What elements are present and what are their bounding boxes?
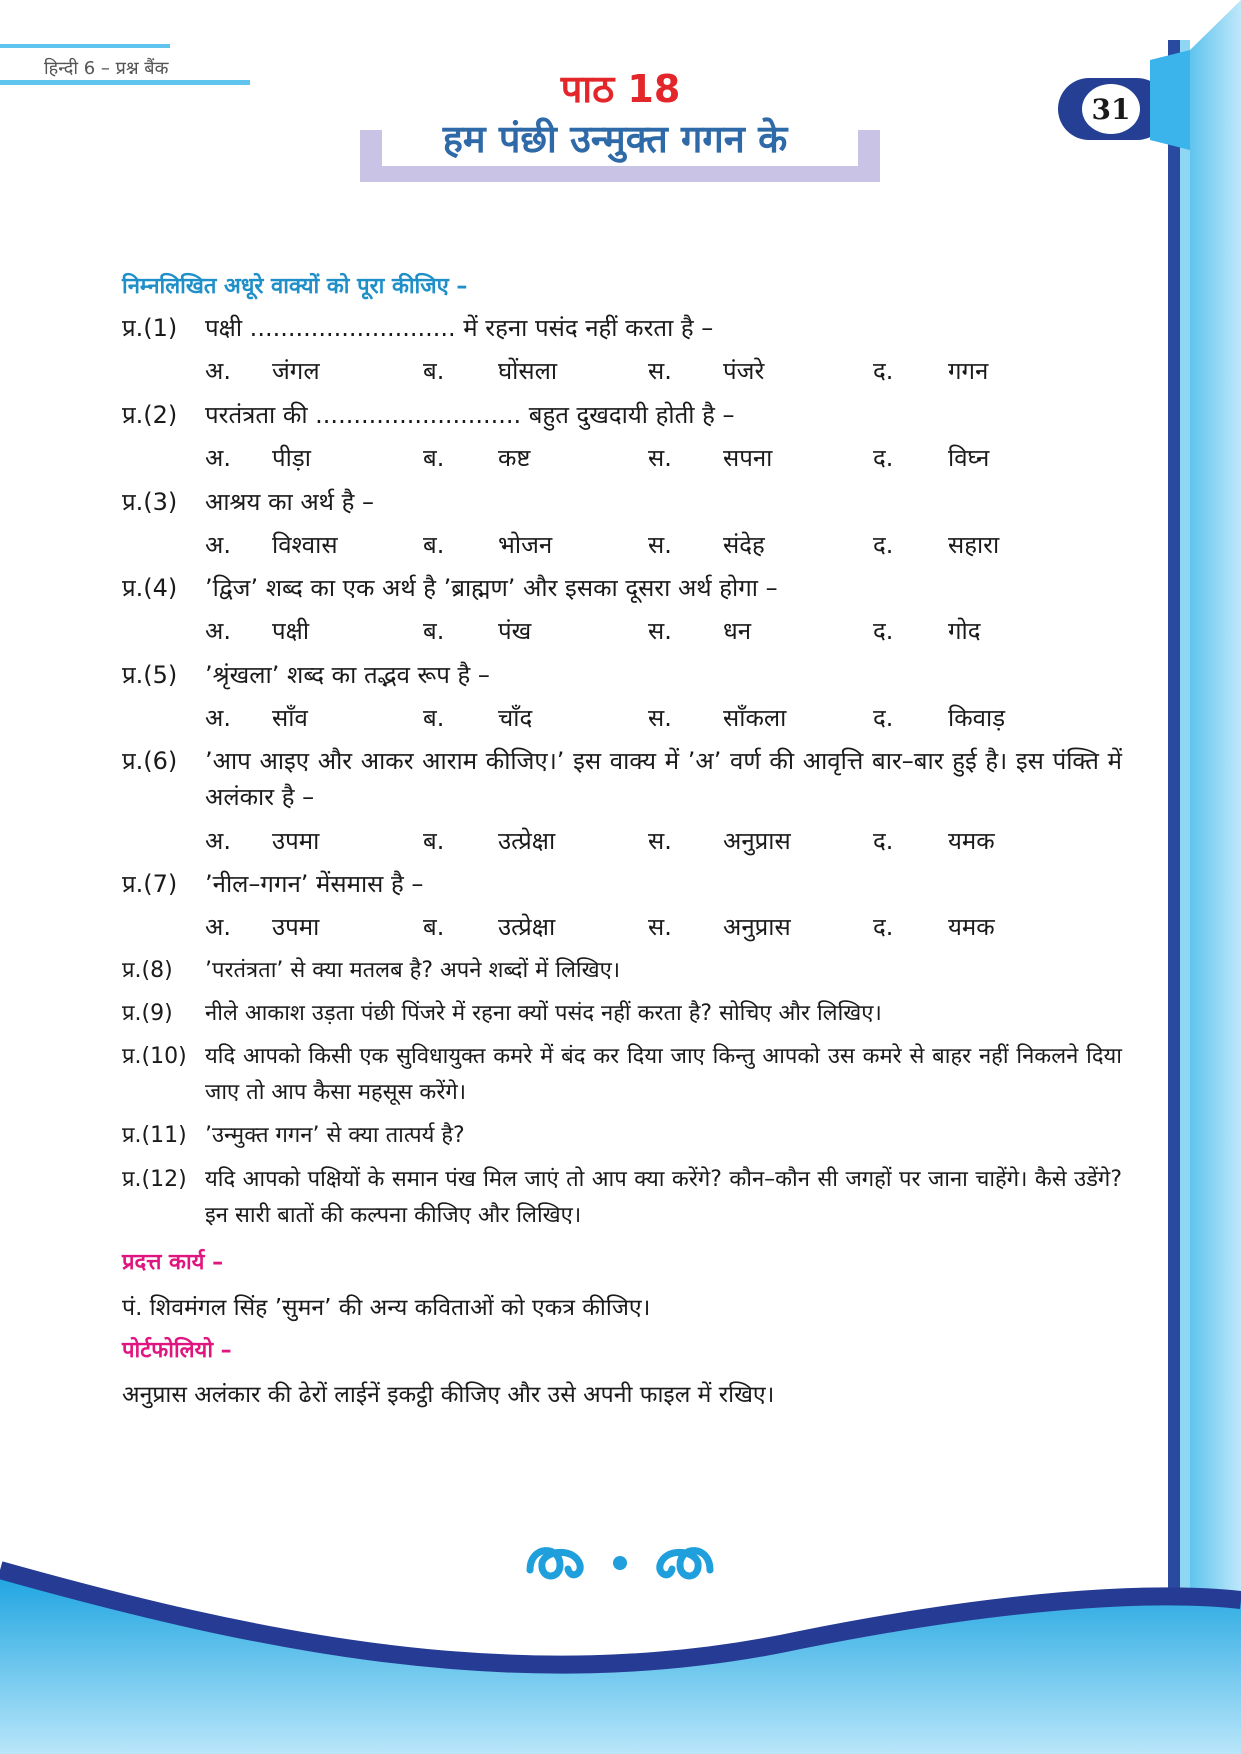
- option-label: ब.: [423, 531, 445, 559]
- option-text: पंजरे: [723, 357, 765, 385]
- question-text: ’श्रृंखला’ शब्द का तद्भव रूप है –: [205, 661, 490, 689]
- option-label: स.: [648, 704, 672, 732]
- question-number: प्र.(5): [122, 661, 178, 689]
- option-text: सपना: [723, 444, 773, 472]
- option-label: अ.: [205, 617, 231, 645]
- question-number: प्र.(7): [122, 870, 178, 898]
- option-label: द.: [873, 444, 894, 472]
- option-label: द.: [873, 531, 894, 559]
- option-text: अनुप्रास: [723, 827, 791, 855]
- question-number: प्र.(9): [122, 1001, 173, 1026]
- option-text: यमक: [948, 913, 995, 941]
- question-number: प्र.(10): [122, 1044, 187, 1069]
- option-label: स.: [648, 617, 672, 645]
- option-label: अ.: [205, 531, 231, 559]
- question-text: पक्षी ........................... में रहना पसंद नहीं करता है –: [205, 314, 714, 342]
- option-text: उपमा: [272, 913, 320, 941]
- options-row: [205, 824, 1105, 858]
- question-text: ’आप आइए और आकर आराम कीजिए।’ इस वाक्य में ’अ’ वर्ण की आवृत्ति बार–बार हुई है। इस पंक्ति में अलंकार है –: [205, 747, 1122, 811]
- question-2: [122, 397, 1122, 433]
- question-7: [122, 866, 1122, 902]
- option-text: साँव: [272, 704, 308, 732]
- option-label: ब.: [423, 617, 445, 645]
- option-text: किवाड़: [948, 704, 1006, 732]
- option-text: कष्ट: [498, 444, 531, 472]
- option-label: अ.: [205, 704, 231, 732]
- question-number: प्र.(4): [122, 574, 178, 602]
- section-heading-fill-in: निम्नलिखित अधूरे वाक्यों को पूरा कीजिए –: [122, 274, 468, 299]
- question-10: [122, 1039, 1122, 1111]
- option-text: विश्वास: [272, 531, 338, 559]
- option-label: स.: [648, 827, 672, 855]
- option-text: उत्प्रेक्षा: [498, 827, 556, 855]
- question-number: प्र.(3): [122, 488, 178, 516]
- question-11: [122, 1118, 1122, 1154]
- option-label: द.: [873, 913, 894, 941]
- question-text: यदि आपको पक्षियों के समान पंख मिल जाएं तो आप क्या करेंगे? कौन–कौन सी जगहों पर जाना चाहेंगे। कैसे उडेंगे? इन सारी बातों की कल्पना कीजिए और लिखिए।: [205, 1167, 1122, 1228]
- question-number: प्र.(6): [122, 747, 178, 775]
- question-number: प्र.(12): [122, 1167, 187, 1192]
- option-label: स.: [648, 531, 672, 559]
- option-label: द.: [873, 827, 894, 855]
- option-label: ब.: [423, 827, 445, 855]
- option-label: ब.: [423, 704, 445, 732]
- option-text: पंख: [498, 617, 532, 645]
- option-label: अ.: [205, 827, 231, 855]
- options-row: [205, 701, 1105, 735]
- portfolio-text: अनुप्रास अलंकार की ढेरों लाईनें इकट्ठी कीजिए और उसे अपनी फाइल में रखिए।: [122, 1382, 775, 1408]
- option-text: भोजन: [498, 531, 553, 559]
- question-1: [122, 310, 1122, 346]
- option-text: चाँद: [498, 704, 533, 732]
- question-12: [122, 1162, 1122, 1234]
- lesson-title: हम पंछी उन्मुक्त गगन के: [442, 117, 788, 161]
- option-label: स.: [648, 357, 672, 385]
- question-3: [122, 484, 1122, 520]
- question-number: प्र.(8): [122, 958, 173, 983]
- ornament-icon: [520, 1535, 720, 1585]
- option-label: अ.: [205, 913, 231, 941]
- assignment-heading: प्रदत्त कार्य –: [122, 1250, 224, 1275]
- question-text: ’परतंत्रता’ से क्या मतलब है? अपने शब्दों में लिखिए।: [205, 958, 621, 983]
- options-row: [205, 441, 1105, 475]
- question-text: नीले आकाश उड़ता पंछी पिंजरे में रहना क्यों पसंद नहीं करता है? सोचिए और लिखिए।: [205, 1001, 882, 1026]
- question-9: [122, 996, 1122, 1032]
- question-text: यदि आपको किसी एक सुविधायुक्त कमरे में बंद कर दिया जाए किन्तु आपको उस कमरे से बाहर नहीं निकलने दिया जाए तो आप कैसा महसूस करेंगे।: [205, 1044, 1122, 1105]
- option-text: साँकला: [723, 704, 787, 732]
- option-label: द.: [873, 704, 894, 732]
- option-text: गोद: [948, 617, 981, 645]
- assignment-text: पं. शिवमंगल सिंह ’सुमन’ की अन्य कविताओं को एकत्र कीजिए।: [122, 1295, 651, 1321]
- option-label: ब.: [423, 913, 445, 941]
- question-5: [122, 657, 1122, 693]
- question-text: परतंत्रता की ........................... बहुत दुखदायी होती है –: [205, 401, 735, 429]
- question-text: ’उन्मुक्त गगन’ से क्या तात्पर्य है?: [205, 1123, 465, 1148]
- option-text: यमक: [948, 827, 995, 855]
- option-text: पक्षी: [272, 617, 310, 645]
- option-text: जंगल: [272, 357, 320, 385]
- question-text: ’नील–गगन’ मेंसमास है –: [205, 870, 424, 898]
- question-6: [122, 743, 1122, 815]
- book-label: हिन्दी 6 – प्रश्न बैंक: [44, 58, 169, 79]
- option-label: अ.: [205, 357, 231, 385]
- option-label: ब.: [423, 357, 445, 385]
- question-number: प्र.(11): [122, 1123, 187, 1148]
- option-label: द.: [873, 357, 894, 385]
- question-number: प्र.(1): [122, 314, 178, 342]
- option-text: पीड़ा: [272, 444, 311, 472]
- option-text: अनुप्रास: [723, 913, 791, 941]
- option-text: विघ्न: [948, 444, 990, 472]
- option-label: स.: [648, 913, 672, 941]
- question-4: [122, 570, 1122, 606]
- option-text: उपमा: [272, 827, 320, 855]
- option-text: संदेह: [723, 531, 765, 559]
- options-row: [205, 614, 1105, 648]
- option-text: गगन: [948, 357, 989, 385]
- option-text: धन: [723, 617, 752, 645]
- option-label: ब.: [423, 444, 445, 472]
- option-label: अ.: [205, 444, 231, 472]
- page-number: 31: [1082, 84, 1140, 134]
- options-row: [205, 354, 1105, 388]
- option-text: सहारा: [948, 531, 1000, 559]
- question-8: [122, 953, 1122, 989]
- options-row: [205, 528, 1105, 562]
- option-label: द.: [873, 617, 894, 645]
- question-number: प्र.(2): [122, 401, 178, 429]
- lesson-number: पाठ 18: [560, 67, 681, 111]
- question-text: आश्रय का अर्थ है –: [205, 488, 375, 516]
- portfolio-heading: पोर्टफोलियो –: [122, 1338, 232, 1363]
- option-text: घोंसला: [498, 357, 558, 385]
- option-label: स.: [648, 444, 672, 472]
- option-text: उत्प्रेक्षा: [498, 913, 556, 941]
- options-row: [205, 910, 1105, 944]
- question-text: ’द्विज’ शब्द का एक अर्थ है ’ब्राह्मण’ और इसका दूसरा अर्थ होगा –: [205, 574, 778, 602]
